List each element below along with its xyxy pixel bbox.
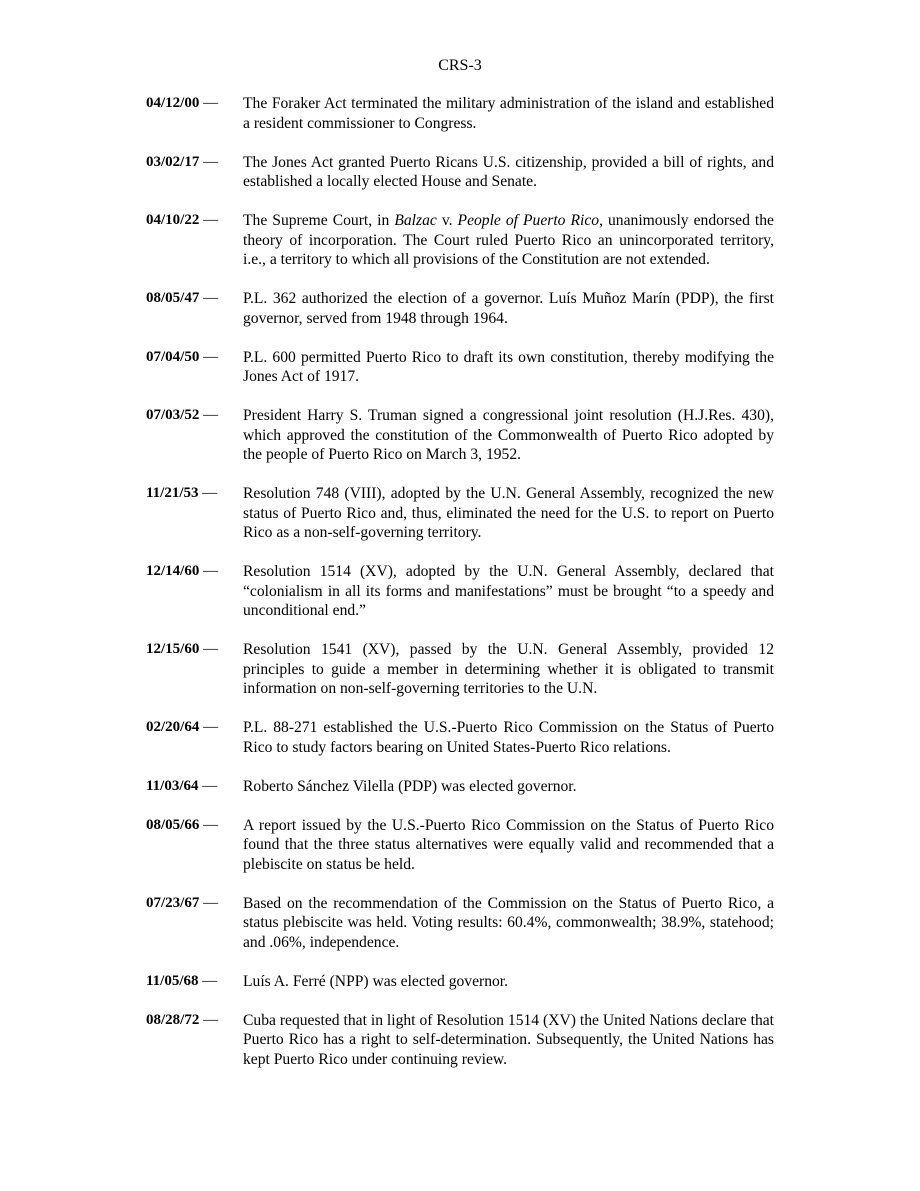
- entry-date: [146, 640, 243, 660]
- italic-case-name: Balzac: [394, 212, 437, 229]
- entry-description: [243, 718, 774, 757]
- chronology-entry: [146, 640, 774, 699]
- entry-date: [146, 562, 243, 582]
- em-dash: —: [203, 348, 219, 365]
- entry-date-text: 03/02/17: [146, 153, 200, 170]
- chronology-entry: [146, 777, 774, 797]
- entry-date-text: 12/15/60: [146, 641, 200, 657]
- entry-date-text: 08/05/66: [146, 816, 200, 833]
- entry-date: [146, 484, 243, 504]
- entry-description: [243, 484, 774, 543]
- description-text: P.L. 362 authorized the election of a governor. Luís Muñoz Marín (PDP), the first governor, served from 1948 through 1964.: [243, 290, 774, 327]
- chronology-entry: [146, 562, 774, 621]
- chronology-list: [146, 94, 774, 1089]
- entry-date: [146, 348, 243, 368]
- description-text: President Harry S. Truman signed a congressional joint resolution (H.J.Res. 430), which approved the constitution of the Commonwealth of Puerto Rico adopted by the people of Puerto Rico on March 3, 1952.: [243, 407, 774, 463]
- description-text: The Foraker Act terminated the military administration of the island and established a resident commissioner to Congress.: [243, 95, 774, 132]
- page-header: CRS-3: [438, 57, 482, 74]
- chronology-entry: [146, 1011, 774, 1070]
- entry-date-text: 07/04/50: [146, 348, 200, 365]
- entry-date-text: 11/05/68: [146, 972, 199, 989]
- description-text: , unanimously endorsed the theory of incorporation. The Court ruled Puerto Rico an unincorporated territory, i.e., a territory to which all provisions of the Constitution are not extended.: [243, 212, 774, 268]
- em-dash: —: [203, 719, 219, 735]
- description-text: Luís A. Ferré (NPP) was elected governor.: [243, 972, 509, 990]
- entry-date: [146, 816, 243, 836]
- entry-date: [146, 972, 243, 992]
- entry-date-text: 04/10/22: [146, 212, 200, 228]
- entry-date-text: 11/21/53: [146, 485, 199, 501]
- entry-description: [243, 640, 774, 699]
- entry-description: [243, 1011, 774, 1070]
- entry-description: [243, 406, 774, 465]
- em-dash: —: [203, 641, 219, 657]
- chronology-entry: [146, 94, 774, 133]
- entry-description: [243, 211, 774, 270]
- chronology-entry: [146, 153, 774, 192]
- description-text: Resolution 1514 (XV), adopted by the U.N. General Assembly, declared that “colonialism in all its forms and manifestations” must be brought “to a speedy and unconditional end.”: [243, 563, 774, 619]
- chronology-entry: [146, 211, 774, 270]
- italic-case-name: People of Puerto Rico: [457, 212, 600, 229]
- entry-description: [243, 777, 774, 797]
- entry-date-text: 08/28/72: [146, 1011, 200, 1028]
- em-dash: —: [203, 563, 219, 579]
- entry-date: [146, 894, 243, 914]
- entry-date: [146, 777, 243, 797]
- em-dash: —: [203, 153, 219, 170]
- entry-date: [146, 211, 243, 231]
- description-text: A report issued by the U.S.-Puerto Rico Commission on the Status of Puerto Rico found that the three status alternatives were equally valid and recommended that a plebiscite on status be held.: [243, 816, 774, 873]
- entry-date-text: 07/03/52: [146, 407, 200, 423]
- description-text: P.L. 88-271 established the U.S.-Puerto Rico Commission on the Status of Puerto Rico to study factors bearing on United States-Puerto Rico relations.: [243, 719, 774, 756]
- entry-date: [146, 406, 243, 426]
- chronology-entry: [146, 289, 774, 328]
- entry-description: [243, 94, 774, 133]
- entry-date: [146, 1011, 243, 1031]
- entry-date: [146, 94, 243, 114]
- description-text: The Jones Act granted Puerto Ricans U.S. citizenship, provided a bill of rights, and established a locally elected House and Senate.: [243, 153, 774, 190]
- em-dash: —: [203, 290, 219, 306]
- chronology-entry: [146, 894, 774, 953]
- entry-description: [243, 348, 774, 387]
- entry-description: [243, 562, 774, 621]
- em-dash: —: [202, 485, 218, 501]
- description-text: Roberto Sánchez Vilella (PDP) was elected governor.: [243, 777, 577, 795]
- description-text: Resolution 1541 (XV), passed by the U.N. General Assembly, provided 12 principles to guide a member in determining whether it is obligated to transmit information on non-self-governing territories to the U.N.: [243, 641, 774, 697]
- em-dash: —: [203, 1011, 219, 1028]
- entry-date-text: 12/14/60: [146, 563, 200, 579]
- chronology-entry: [146, 484, 774, 543]
- entry-date: [146, 718, 243, 738]
- em-dash: —: [203, 95, 219, 111]
- chronology-entry: [146, 972, 774, 992]
- description-text: P.L. 600 permitted Puerto Rico to draft its own constitution, thereby modifying the Jones Act of 1917.: [243, 348, 774, 385]
- chronology-entry: [146, 718, 774, 757]
- em-dash: —: [202, 972, 218, 989]
- em-dash: —: [203, 894, 219, 911]
- chronology-entry: [146, 816, 774, 875]
- description-text: Cuba requested that in light of Resolution 1514 (XV) the United Nations declare that Puerto Rico has a right to self-determination. Subsequently, the United Nations has kept Puerto Rico under continuing review.: [243, 1011, 774, 1068]
- entry-date-text: 02/20/64: [146, 719, 200, 735]
- entry-date: [146, 153, 243, 173]
- entry-description: [243, 972, 774, 992]
- entry-date-text: 04/12/00: [146, 95, 200, 111]
- entry-date-text: 08/05/47: [146, 290, 200, 306]
- entry-description: [243, 153, 774, 192]
- entry-description: [243, 816, 774, 875]
- entry-date: [146, 289, 243, 309]
- em-dash: —: [203, 816, 219, 833]
- chronology-entry: [146, 406, 774, 465]
- chronology-entry: [146, 348, 774, 387]
- entry-date-text: 11/03/64: [146, 777, 199, 794]
- description-text: Based on the recommendation of the Commission on the Status of Puerto Rico, a status plebiscite was held. Voting results: 60.4%, commonwealth; 38.9%, statehood; and .06%, independence.: [243, 894, 774, 951]
- description-text: The Supreme Court, in: [243, 212, 395, 229]
- description-text: v.: [436, 212, 458, 229]
- entry-date-text: 07/23/67: [146, 894, 200, 911]
- entry-description: [243, 289, 774, 328]
- em-dash: —: [203, 407, 219, 423]
- description-text: Resolution 748 (VIII), adopted by the U.N. General Assembly, recognized the new status of Puerto Rico and, thus, eliminated the need for the U.S. to report on Puerto Rico as a non-self-governing territory.: [243, 485, 774, 541]
- entry-description: [243, 894, 774, 953]
- em-dash: —: [202, 777, 218, 794]
- em-dash: —: [203, 212, 219, 228]
